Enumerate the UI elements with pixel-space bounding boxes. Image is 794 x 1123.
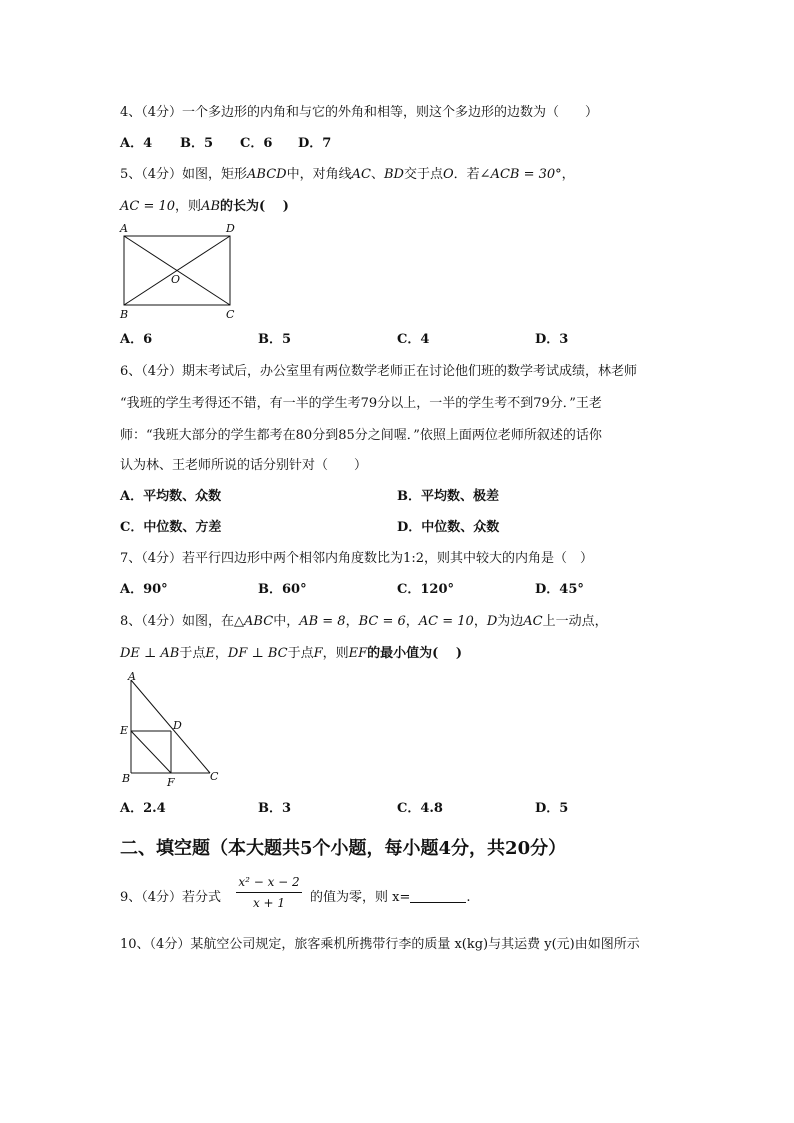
q8-option-a: A．2.4 — [120, 801, 166, 816]
q7-stem: 7、（4分）若平行四边形中两个相邻内角度数比为1:2，则其中较大的内角是（ ） — [120, 551, 593, 566]
q5-label-d: D — [226, 222, 235, 235]
q4-option-c: C．6 — [240, 136, 273, 151]
q9-prefix: 9、（4分）若分式 — [120, 890, 222, 905]
q4-option-b: B．5 — [180, 136, 214, 151]
q8-label-e: E — [120, 724, 129, 737]
q9-numerator: x² − x − 2 — [238, 875, 300, 889]
q6-option-d: D．中位数、众数 — [397, 520, 500, 535]
section2-heading: 二、填空题（本大题共5个小题，每小题4分，共20分） — [120, 838, 567, 859]
q9-denominator: x + 1 — [252, 896, 286, 910]
q8-label-c: C — [210, 770, 219, 783]
q8-option-d: D．5 — [535, 801, 569, 816]
q6-stem-line2: “我班的学生考得还不错，有一半的学生考79分以上，一半的学生考不到79分．”王老 — [120, 396, 602, 411]
q6-option-b: B．平均数、极差 — [397, 489, 499, 504]
q7-option-a: A．90° — [120, 582, 168, 597]
q9-fraction — [236, 874, 302, 911]
q8-stem-line2: DE ⊥ AB于点E，DF ⊥ BC于点F，则EF的最小值为( ) — [120, 646, 462, 661]
q6-stem-line4: 认为林、王老师所说的话分别针对（ ） — [120, 458, 368, 473]
q5-stem-line2: AC = 10，则AB的长为( ) — [120, 199, 289, 214]
q8-label-f: F — [167, 776, 175, 789]
q8-label-b: B — [122, 772, 131, 785]
q10-stem: 10、（4分）某航空公司规定，旅客乘机所携带行李的质量 x(kg)与其运费 y(元)由如图所示 — [120, 937, 640, 952]
q8-label-a: A — [128, 670, 136, 683]
q5-label-o: O — [171, 273, 181, 286]
q9-suffix: 的值为零，则 x= . — [310, 890, 471, 905]
q6-option-a: A．平均数、众数 — [120, 489, 222, 504]
q6-stem-line3: 师：“我班大部分的学生都考在80分到85分之间喔．”依照上面两位老师所叙述的话你 — [120, 428, 602, 443]
q8-stem-line1: 8、（4分）如图，在△ABC中，AB = 8，BC = 6，AC = 10，D为边AC上一动点， — [120, 614, 608, 629]
q4-option-a: A．4 — [120, 136, 153, 151]
q5-option-a: A．6 — [120, 332, 153, 347]
q5-label-b: B — [120, 308, 129, 321]
q5-label-a: A — [120, 222, 128, 235]
q5-rectangle-figure — [116, 220, 246, 322]
q5-option-c: C．4 — [397, 332, 430, 347]
q6-stem-line1: 6、（4分）期末考试后，办公室里有两位数学老师正在讨论他们班的数学考试成绩，林老师 — [120, 364, 638, 379]
q5-option-d: D．3 — [535, 332, 569, 347]
q8-option-c: C．4.8 — [397, 801, 443, 816]
q8-label-d: D — [173, 719, 182, 732]
q4-stem: 4、（4分）一个多边形的内角和与它的外角和相等，则这个多边形的边数为（ ） — [120, 105, 599, 120]
q9-fraction-bar — [236, 892, 302, 893]
q5-option-b: B．5 — [258, 332, 292, 347]
q7-option-c: C．120° — [397, 582, 454, 597]
q6-option-c: C．中位数、方差 — [120, 520, 222, 535]
q5-stem-line1: 5、（4分）如图，矩形ABCD中，对角线AC、BD交于点O．若∠ACB = 30°， — [120, 167, 575, 182]
q5-label-c: C — [226, 308, 235, 321]
q4-option-d: D．7 — [298, 136, 332, 151]
q7-option-d: D．45° — [535, 582, 584, 597]
q9-answer-blank — [410, 890, 466, 903]
q8-triangle-figure — [116, 670, 226, 792]
q7-option-b: B．60° — [258, 582, 307, 597]
q8-option-b: B．3 — [258, 801, 292, 816]
